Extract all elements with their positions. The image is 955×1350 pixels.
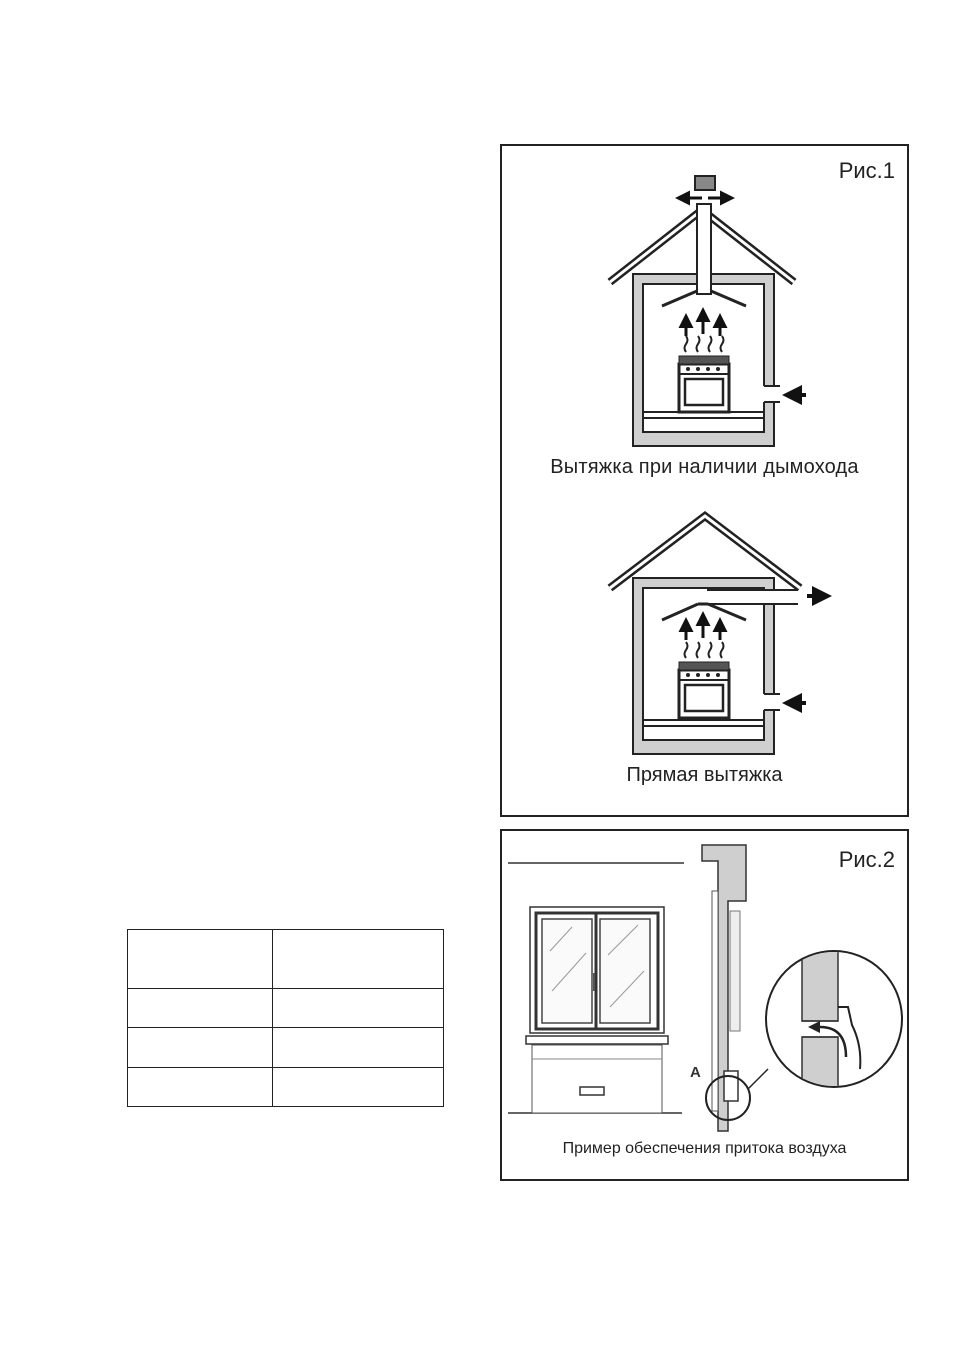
table-row [128,1068,444,1107]
caption-chimney-extraction: Вытяжка при наличии дымохода [550,456,859,478]
empty-table [127,929,444,1107]
house-with-chimney [610,176,806,446]
table-row [128,989,444,1028]
window [526,907,668,1113]
table-cell [273,1068,444,1107]
caption-direct-extraction: Прямая вытяжка [626,764,783,786]
detail-zoom [766,941,902,1107]
table-cell [273,1028,444,1068]
figure-2-panel [500,829,909,1181]
table-cell [273,930,444,989]
figure-1-illustration [502,146,907,815]
caption-air-supply: Пример обеспечения притока воздуха [562,1140,847,1157]
wall-section [702,845,768,1131]
table-cell [128,989,273,1028]
table-cell [273,989,444,1028]
table-cell [128,1028,273,1068]
table-cell [128,930,273,989]
figure-1-label: Рис.1 [838,158,895,183]
figure-2-illustration [502,831,907,1179]
figure-1-panel [500,144,909,817]
figure-2-label: Рис.2 [838,847,895,872]
detail-marker-a: A [690,1064,701,1081]
table-row [128,930,444,989]
house-direct-extraction [610,516,828,754]
table-row [128,1028,444,1068]
table-cell [128,1068,273,1107]
